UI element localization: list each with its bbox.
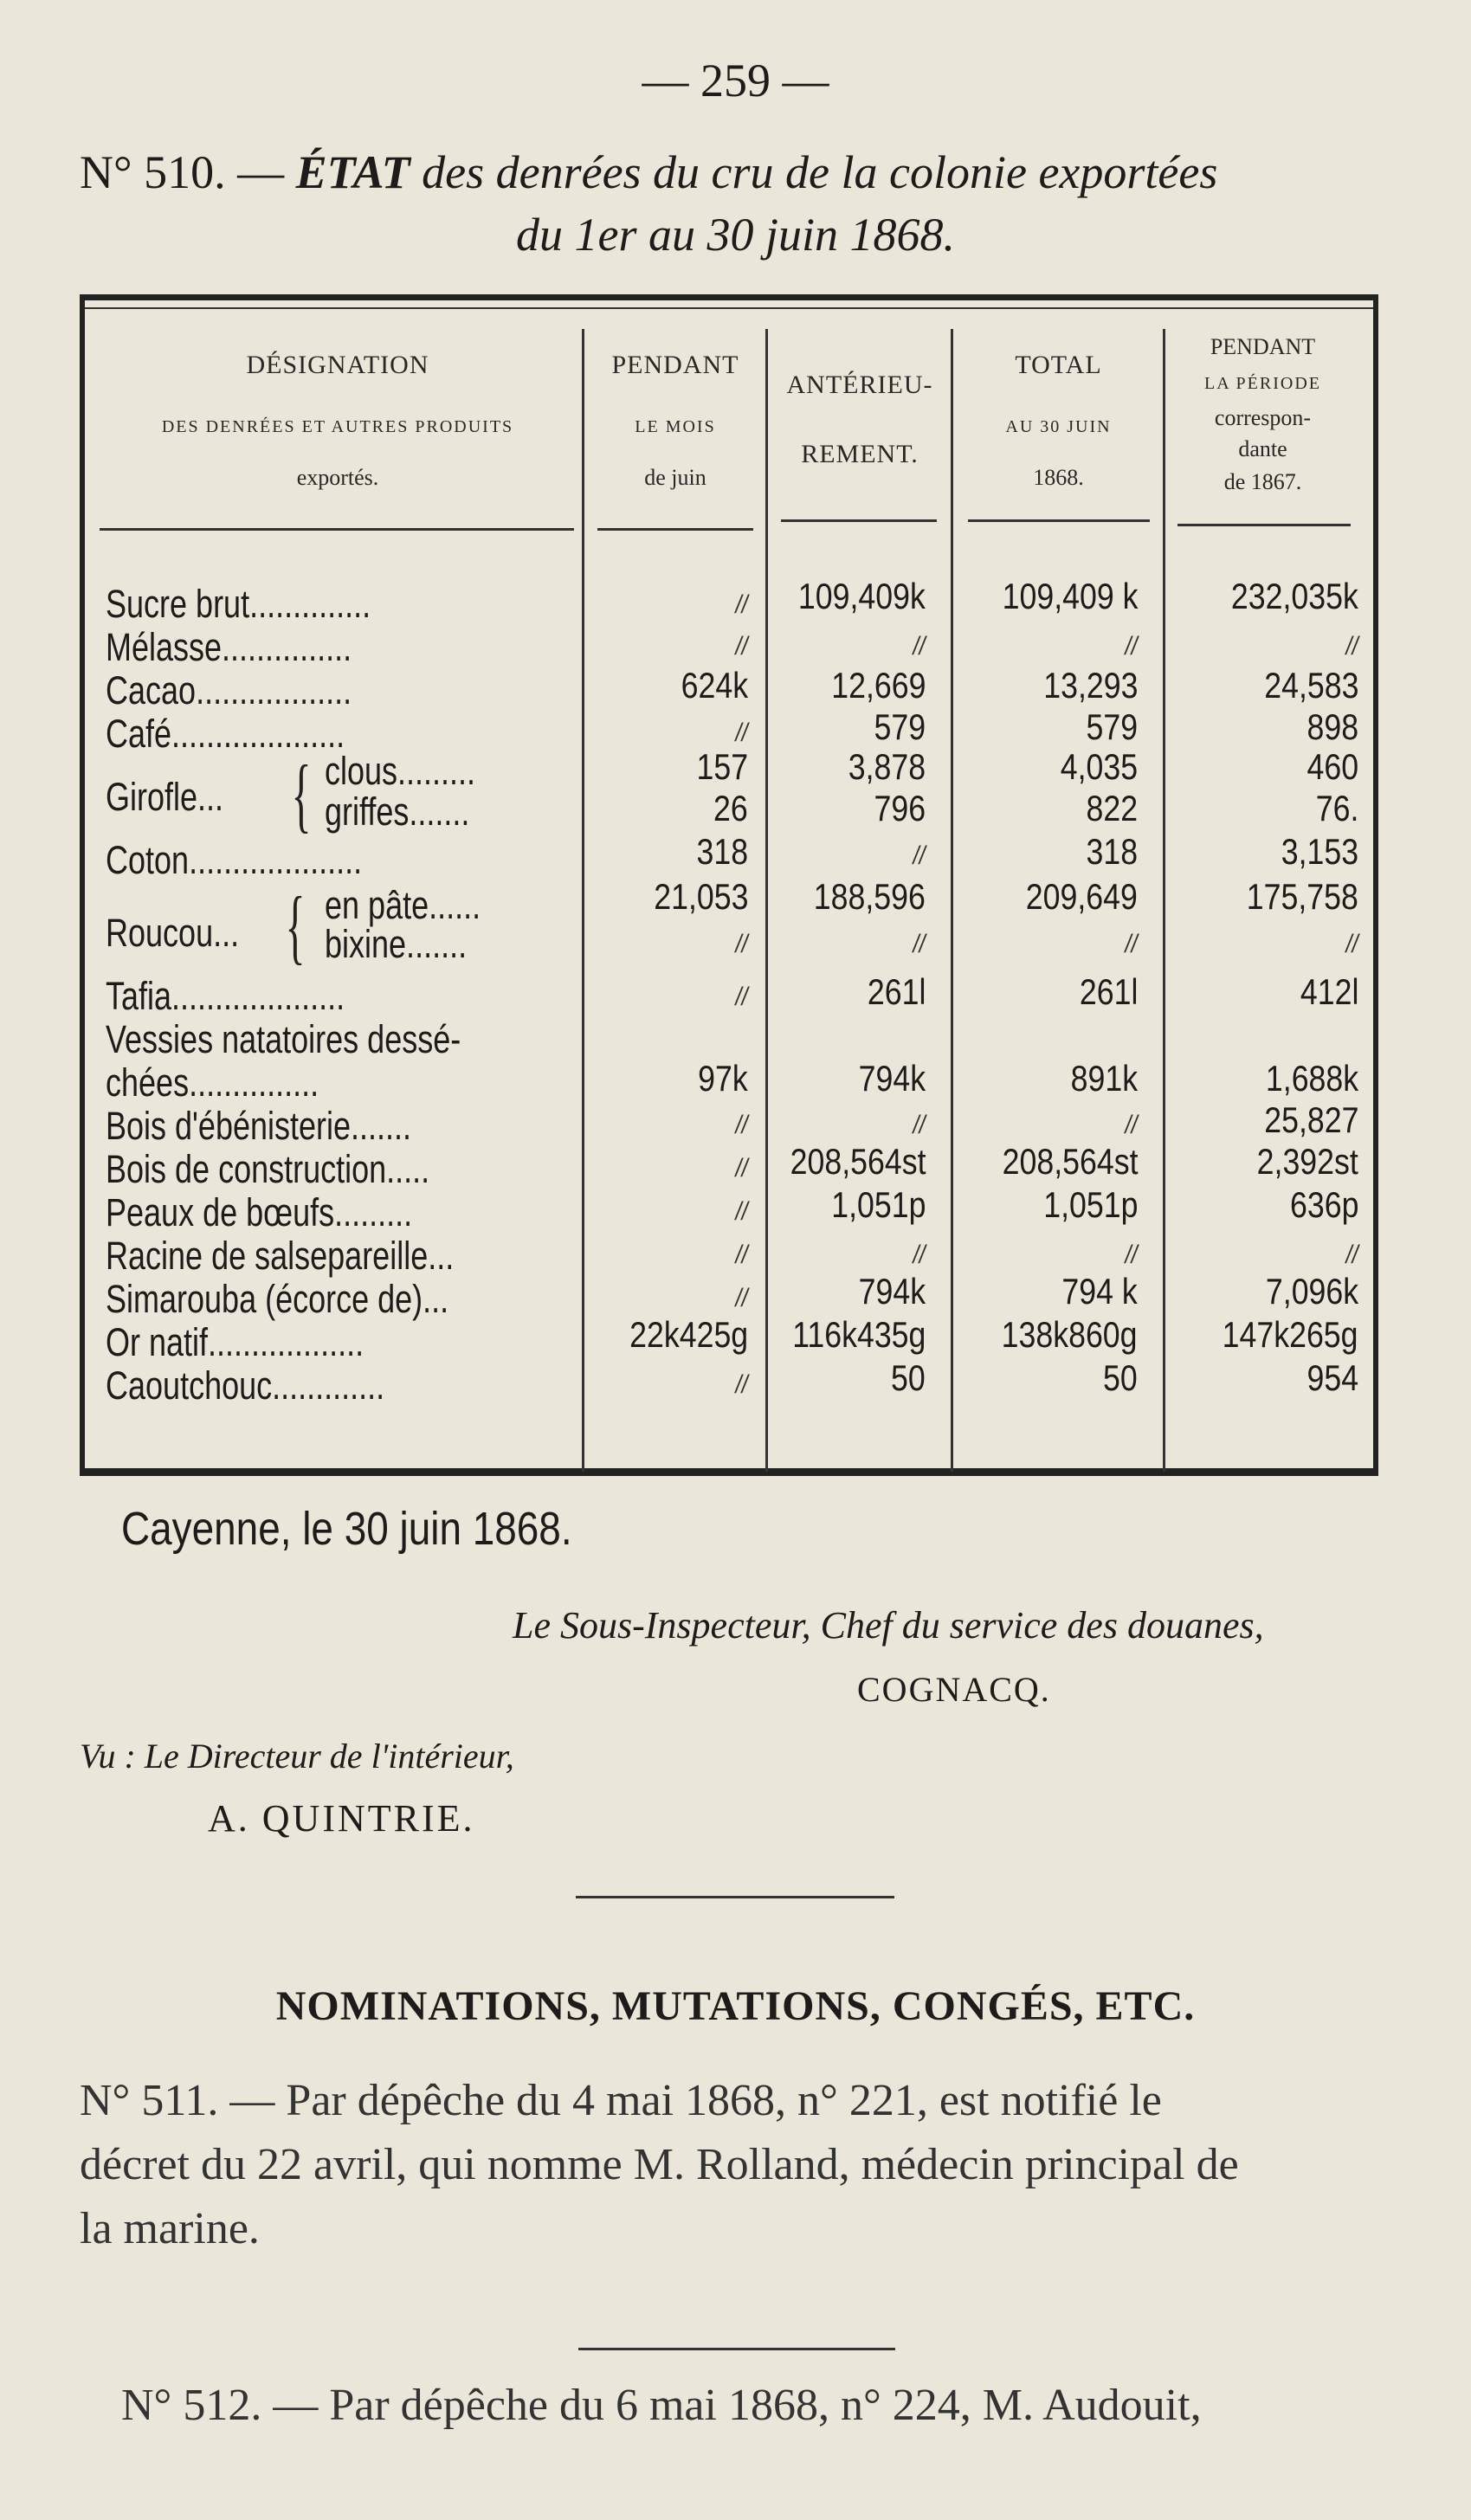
separator-rule-1	[576, 1896, 894, 1898]
row-label: Bois de construction.....	[106, 1147, 430, 1191]
heading-rest: des denrées du cru de la colonie exportées	[422, 146, 1218, 198]
cell-total: 1,051p	[1042, 1184, 1138, 1225]
cell-total: 138k860g	[1002, 1314, 1138, 1355]
section-title: NOMINATIONS, MUTATIONS, CONGÉS, ETC.	[275, 1983, 1196, 2029]
cell-mois: //	[735, 1370, 748, 1399]
cell-total: 13,293	[1042, 665, 1138, 706]
cell-mois: 318	[696, 831, 748, 872]
header-1868: 1868.	[1033, 465, 1084, 490]
roucou-label: Roucou...	[106, 911, 240, 955]
cell-total: 579	[1086, 706, 1138, 747]
row-label: Vessies natatoires dessé-	[106, 1017, 461, 1061]
cell-1867: 147k265g	[1223, 1314, 1358, 1355]
row-label: Caoutchouc.............	[106, 1363, 385, 1408]
row-label: Mélasse...............	[106, 625, 352, 669]
cell-anterieur: //	[913, 841, 926, 870]
header-designation-sub2: exportés.	[296, 465, 379, 490]
cell-total: 891k	[1070, 1058, 1138, 1099]
place-date: Cayenne, le 30 juin 1868.	[121, 1503, 572, 1555]
header-le-mois: LE MOIS	[635, 417, 716, 436]
cell-mois: //	[735, 1154, 748, 1183]
row-label: Cacao..................	[106, 668, 352, 712]
cell-mois: //	[735, 983, 748, 1011]
paragraph-511-line1: N° 511. — Par dépêche du 4 mai 1868, n° 221, est notifié le	[80, 2076, 1162, 2125]
paragraph-512-line1: N° 512. — Par dépêche du 6 mai 1868, n° 224, M. Audouit,	[121, 2381, 1202, 2430]
cell-total: 209,649	[1025, 876, 1138, 917]
row-label: chées...............	[106, 1060, 319, 1105]
paragraph-511-line3: la marine.	[80, 2204, 260, 2253]
cell-anterieur: 796	[874, 788, 926, 828]
cell-1867: 175,758	[1246, 876, 1358, 917]
cell-total: 318	[1086, 831, 1138, 872]
cell-1867: 412l	[1300, 971, 1358, 1012]
header-designation-sub: DES DENRÉES ET AUTRES PRODUITS	[161, 417, 514, 436]
cell-1867: 232,035k	[1231, 576, 1358, 616]
cell-anterieur: //	[913, 1241, 926, 1269]
cell-anterieur: //	[913, 632, 926, 661]
separator-rule-2	[578, 2348, 895, 2350]
row-label: Coton....................	[106, 838, 363, 882]
cell-mois: //	[735, 632, 748, 661]
cell-anterieur: 1,051p	[830, 1184, 926, 1225]
header-rule-3	[781, 519, 937, 522]
header-anterieurement-1: ANTÉRIEU-	[786, 371, 933, 399]
cell-total: 794 k	[1061, 1271, 1138, 1312]
header-periode-3: correspon-	[1214, 405, 1312, 430]
row-label: Racine de salsepareille...	[106, 1234, 455, 1278]
header-rule-4	[968, 519, 1150, 522]
cell-1867: 898	[1306, 706, 1358, 747]
cell-1867: 2,392st	[1256, 1141, 1358, 1182]
col-divider-2	[765, 329, 768, 1472]
cell-mois: 22k425g	[629, 1314, 748, 1355]
cell-total: //	[1125, 1111, 1138, 1139]
col-divider-3	[951, 329, 953, 1472]
girofle-label: Girofle...	[106, 775, 224, 819]
row-label: griffes.......	[325, 790, 470, 834]
cell-anterieur: 116k435g	[791, 1314, 926, 1355]
cell-mois: //	[735, 719, 748, 747]
cell-1867: 3,153	[1281, 831, 1358, 872]
document-number: N° 510.	[80, 146, 226, 198]
heading-line2: du 1er au 30 juin 1868.	[516, 209, 955, 261]
cell-1867: //	[1345, 632, 1358, 661]
cell-anterieur: 579	[874, 706, 926, 747]
cell-total: //	[1125, 930, 1138, 958]
cell-mois: 21,053	[653, 876, 748, 917]
row-label: en pâte......	[325, 883, 481, 927]
signature-title-1: Le Sous-Inspecteur, Chef du service des douanes,	[513, 1604, 1264, 1647]
header-rule-1	[100, 528, 574, 531]
cell-total: //	[1125, 632, 1138, 661]
cell-anterieur: 109,409k	[798, 576, 926, 616]
header-rule-2	[597, 528, 753, 531]
row-label: clous.........	[325, 749, 476, 793]
cell-1867: 76.	[1315, 788, 1358, 828]
cell-anterieur: //	[913, 1111, 926, 1139]
row-label: Simarouba (écorce de)...	[106, 1277, 449, 1321]
heading-dash: —	[237, 146, 285, 198]
cell-total: 261l	[1079, 971, 1138, 1012]
header-au-30-juin: AU 30 JUIN	[1005, 417, 1112, 436]
cell-total: 109,409 k	[1002, 576, 1138, 616]
signature-title-2: Vu : Le Directeur de l'intérieur,	[80, 1737, 514, 1776]
row-label: Peaux de bœufs.........	[106, 1190, 413, 1234]
cell-mois: 26	[713, 788, 748, 828]
header-designation: DÉSIGNATION	[246, 351, 429, 379]
roucou-brace: {	[285, 880, 306, 972]
header-pendant: PENDANT	[611, 351, 739, 379]
cell-mois: //	[735, 590, 748, 619]
cell-1867: 1,688k	[1265, 1058, 1358, 1099]
cell-1867: 24,583	[1263, 665, 1358, 706]
cell-anterieur: 12,669	[830, 665, 926, 706]
header-total: TOTAL	[1015, 351, 1102, 379]
cell-1867: 636p	[1289, 1184, 1358, 1225]
cell-total: 4,035	[1060, 746, 1138, 787]
cell-mois: //	[735, 1197, 748, 1226]
cell-anterieur: //	[913, 930, 926, 958]
table-top-inner-rule	[85, 307, 1373, 309]
header-rule-5	[1177, 524, 1351, 526]
cell-anterieur: 188,596	[813, 876, 926, 917]
cell-anterieur: 50	[891, 1357, 926, 1398]
cell-total: //	[1125, 1241, 1138, 1269]
cell-mois: 97k	[698, 1058, 748, 1099]
cell-total: 822	[1086, 788, 1138, 828]
header-periode-1: PENDANT	[1210, 334, 1316, 359]
col-divider-1	[582, 329, 584, 1472]
girofle-brace: {	[291, 748, 312, 841]
header-periode-2: LA PÉRIODE	[1204, 374, 1321, 393]
row-label: Or natif..................	[106, 1320, 365, 1364]
header-anterieurement-2: REMENT.	[801, 440, 919, 468]
row-label: Tafia....................	[106, 974, 345, 1018]
cell-mois: 624k	[681, 665, 748, 706]
signature-name-1: COGNACQ.	[857, 1670, 1051, 1709]
header-periode-5: de 1867.	[1223, 469, 1302, 494]
row-label: bixine.......	[325, 922, 468, 966]
cell-1867: //	[1345, 1241, 1358, 1269]
cell-total: 50	[1103, 1357, 1138, 1398]
cell-anterieur: 208,564st	[790, 1141, 926, 1182]
cell-mois: //	[735, 1284, 748, 1312]
cell-1867: 460	[1306, 746, 1358, 787]
cell-1867: //	[1345, 930, 1358, 958]
row-label: Bois d'ébénisterie.......	[106, 1104, 412, 1148]
header-de-juin: de juin	[644, 465, 706, 490]
cell-mois: //	[735, 1241, 748, 1269]
cell-mois: 157	[696, 746, 748, 787]
cell-anterieur: 794k	[858, 1058, 926, 1099]
heading-etat: ÉTAT	[295, 146, 410, 198]
cell-1867: 7,096k	[1265, 1271, 1358, 1312]
cell-anterieur: 3,878	[848, 746, 926, 787]
row-label: Café....................	[106, 712, 345, 756]
cell-1867: 25,827	[1263, 1099, 1358, 1140]
cell-total: 208,564st	[1002, 1141, 1138, 1182]
cell-1867: 954	[1306, 1357, 1358, 1398]
cell-mois: //	[735, 930, 748, 958]
paragraph-511-line2: décret du 22 avril, qui nomme M. Rolland, médecin principal de	[80, 2140, 1239, 2189]
header-periode-4: dante	[1238, 436, 1287, 461]
cell-anterieur: 261l	[867, 971, 926, 1012]
signature-name-2: A. QUINTRIE.	[208, 1797, 475, 1840]
row-label: Sucre brut..............	[106, 582, 371, 626]
cell-anterieur: 794k	[858, 1271, 926, 1312]
cell-mois: //	[735, 1111, 748, 1139]
col-divider-4	[1163, 329, 1165, 1472]
document-heading	[80, 145, 1217, 199]
page-number: — 259 —	[642, 55, 829, 106]
